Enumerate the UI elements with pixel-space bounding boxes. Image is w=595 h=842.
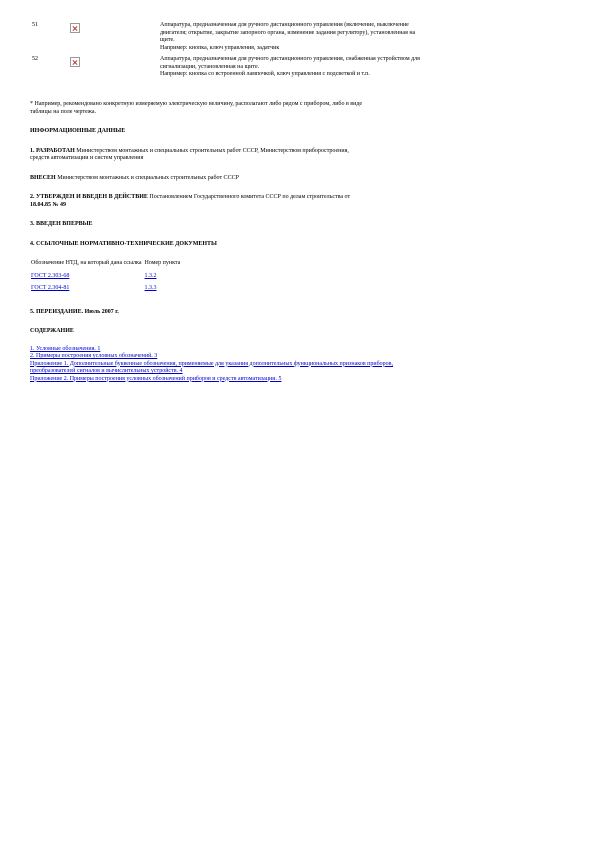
info-item-introduced: ВНЕСЕН Министерством монтажных и специальных строительных работ СССР [30,174,239,181]
references-table [30,260,182,298]
table-row [30,273,182,286]
table-row [30,285,182,298]
column-header-document: Обозначение НТД, на который дана ссылка [31,260,142,266]
info-heading: ИНФОРМАЦИОННЫЕ ДАННЫЕ [30,128,126,134]
toc-link-appendix-1-cont[interactable]: преобразователей сигналов и вычислительных устройств. 4 [30,368,183,374]
symbol-row [30,22,560,52]
symbol-row [30,52,560,79]
broken-image-icon [70,23,80,33]
reference-clause-link[interactable]: 1.3.3 [144,285,157,291]
toc-link-appendix-1[interactable]: Приложение 1. Дополнительные буквенные обозначения, применяемые для указания дополнительных функциональных признаков приборов, [30,360,393,367]
symbol-number: 51 [32,22,38,28]
toc-heading: СОДЕРЖАНИЕ [30,328,74,334]
toc-link-appendix-2[interactable]: Приложение 2. Примеры построения условных обозначений приборов и средств автоматизации. 5 [30,375,282,382]
footnote: * Например, рекомендовано конкретную измеряемую электрическую величину, располагают либо рядом с прибором, либо в виде таблицы на поле чертежа. [30,101,363,115]
toc-link-symbols[interactable]: 1. Условные обозначения. 1 [30,345,101,352]
info-item-references: 4. ССЫЛОЧНЫЕ НОРМАТИВНО-ТЕХНИЧЕСКИЕ ДОКУМЕНТЫ [30,240,217,247]
symbol-number: 52 [32,56,38,62]
reference-clause-link[interactable]: 1.3.2 [144,272,157,279]
table-of-contents [30,346,550,384]
info-item-developed: 1. РАЗРАБОТАН Министерством монтажных и специальных строительных работ СССР, Министерством приборостроения, средств автоматизации и систем управления [30,147,349,161]
column-header-clause: Номер пункта [144,260,181,266]
broken-image-icon [70,57,80,67]
symbols-table [30,22,560,79]
symbol-description: Аппаратура, предназначенная для ручного дистанционного управления (включение, выключение двигателя; открытие, закрытие запорного органа, изменение задания регулятору), установленная на щите. Например: кнопка, ключ управления, задатчик [160,22,416,51]
reference-doc-link[interactable]: ГОСТ 2.304-81 [31,285,70,291]
table-header-row [30,260,182,273]
info-item-approved: 2. УТВЕРЖДЕН И ВВЕДЕН В ДЕЙСТВИЕ Постановлением Государственного комитета СССР по делам строительства от 18.04.85 № 49 [30,194,351,208]
toc-link-examples[interactable]: 2. Примеры построения условных обозначений. 3 [30,353,158,359]
info-item-reissue: 5. ПЕРЕИЗДАНИЕ. Июль 2007 г. [30,308,119,315]
info-item-first-time: 3. ВВЕДЕН ВПЕРВЫЕ [30,221,93,227]
main-content [30,101,550,383]
symbol-description: Аппаратура, предназначенная для ручного дистанционного управления, снабженная устройством для сигнализации, установленная на щите. Например: кнопка со встроенной лампочкой, ключ управления с подсветкой и т.п. [160,56,420,77]
reference-doc-link[interactable]: ГОСТ 2.303-68 [31,272,70,279]
